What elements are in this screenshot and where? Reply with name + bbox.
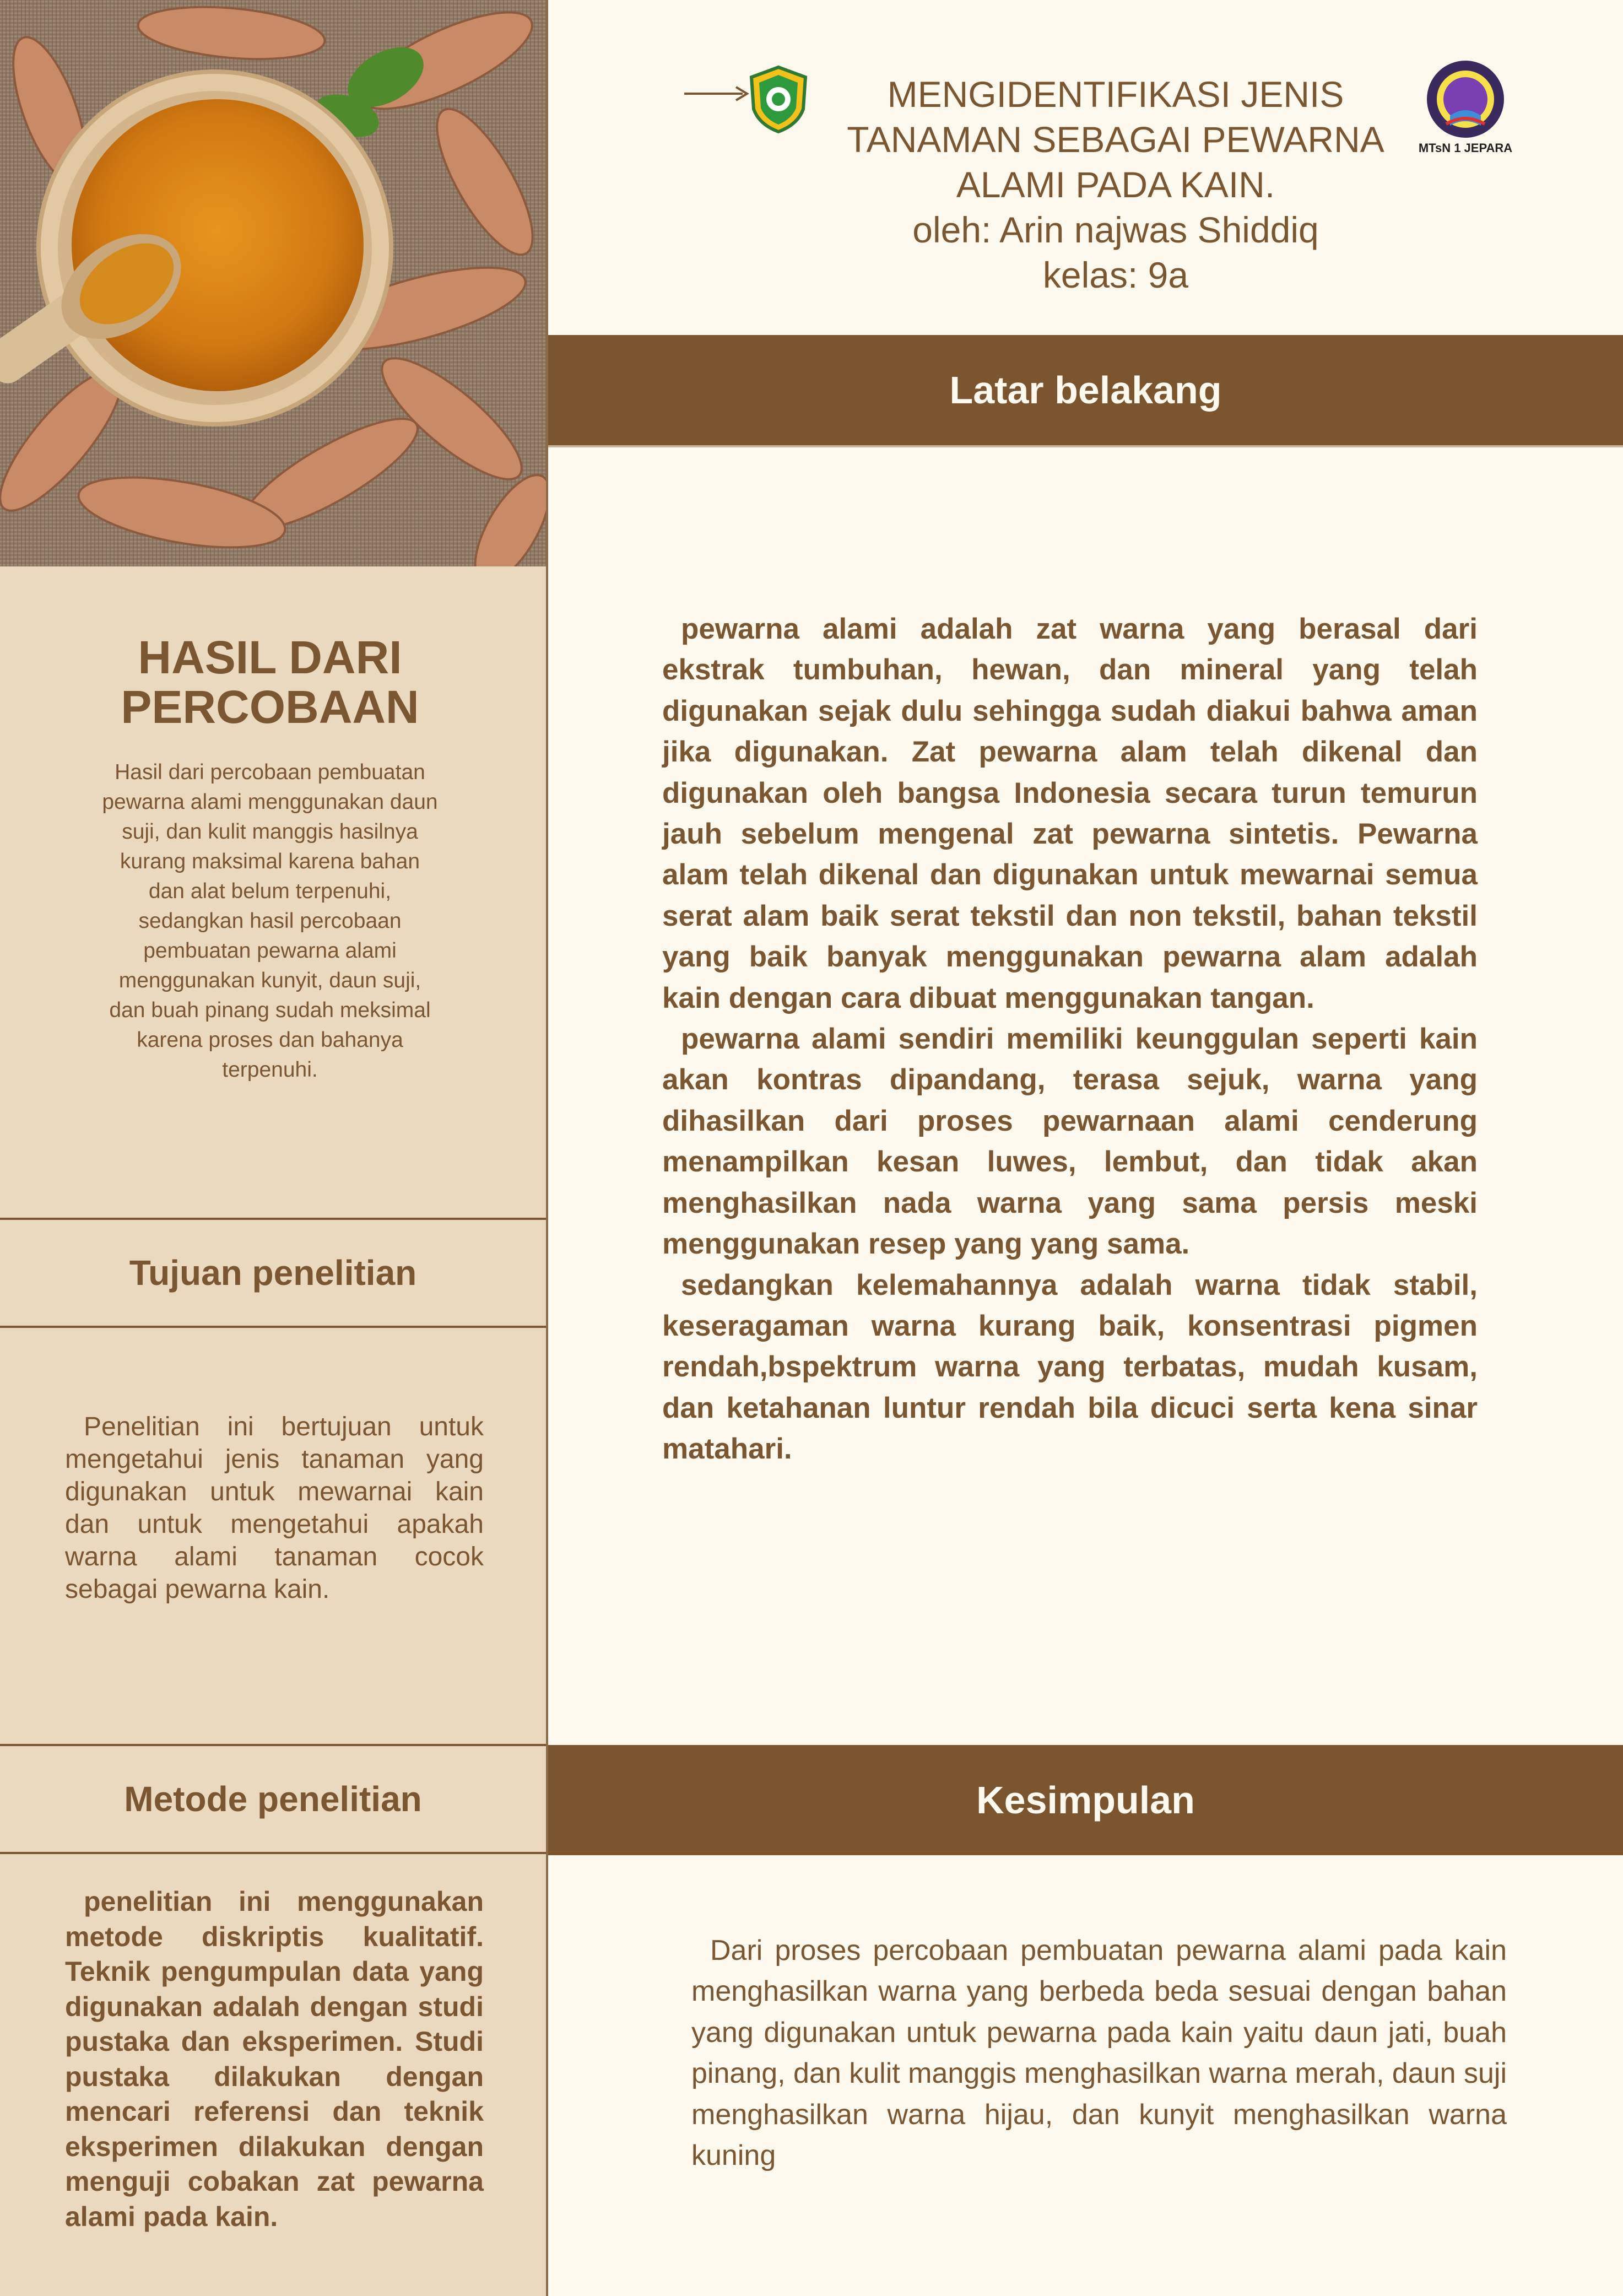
latar-text bbox=[662, 609, 1478, 1470]
latar-paragraph: pewarna alami adalah zat warna yang berasal dari ekstrak tumbuhan, hewan, dan mineral yang telah digunakan sejak dulu sehingga sudah diakui bahwa aman jika digunakan. Zat pewarna alam telah dikenal dan digunakan oleh bangsa Indonesia secara turun temurun jauh sebelum mengenal zat pewarna sintetis. Pewarna alam telah dikenal dan digunakan untuk mewarnai semua serat alam baik serat tekstil dan non tekstil, bahan tekstil yang baik banyak menggunakan pewarna alam adalah kain dengan cara dibuat menggunakan tangan. bbox=[662, 613, 1478, 1014]
latar-divider bbox=[548, 445, 1623, 447]
kesimpulan-text: Dari proses percobaan pembuatan pewarna alami pada kain menghasilkan warna yang berbeda beda sesuai dengan bahan yang digunakan untuk pewarna pada kain yaitu daun jati, buah pinang, dan kulit manggis menghasilkan warna merah, daun suji menghasilkan warna hijau, dan kunyit menghasilkan warna kuning bbox=[691, 1935, 1507, 2172]
kesimpulan-title: Kesimpulan bbox=[976, 1779, 1195, 1822]
madrasah-shield-logo bbox=[748, 65, 809, 134]
kesimpulan-header bbox=[548, 1745, 1623, 1855]
tujuan-title: Tujuan penelitian bbox=[129, 1253, 417, 1293]
tujuan-header bbox=[0, 1218, 546, 1328]
right-arrow-icon bbox=[683, 83, 749, 105]
hasil-title bbox=[66, 633, 474, 732]
title-line-1: MENGIDENTIFIKASI JENIS bbox=[887, 74, 1344, 115]
metode-header bbox=[0, 1744, 546, 1854]
hasil-title-line1: HASIL DARI bbox=[138, 631, 402, 683]
logo-right-label: MTsN 1 JEPARA bbox=[1418, 141, 1513, 155]
latar-paragraph: sedangkan kelemahannya adalah warna tidak stabil, keseragaman warna kurang baik, konsentrasi pigmen rendah,bspektrum warna yang terbatas, mudah kusam, dan ketahanan luntur rendah bila dicuci serta kena sinar matahari. bbox=[662, 1268, 1478, 1466]
title-line-2: TANAMAN SEBAGAI PEWARNA bbox=[847, 119, 1384, 160]
mtsn-1-jepara-logo bbox=[1416, 55, 1515, 165]
class-line: kelas: 9a bbox=[1042, 255, 1189, 295]
hasil-text: Hasil dari percobaan pembuatan pewarna alami menggunakan daun suji, dan kulit manggis hasilnya kurang maksimal karena bahan dan alat belum terpenuhi, sedangkan hasil percobaan pembuatan pewarna alami menggunakan kunyit, daun suji, dan buah pinang sudah meksimal karena proses dan bahanya terpenuhi. bbox=[102, 760, 438, 1082]
hasil-title-line2: PERCOBAAN bbox=[121, 681, 419, 733]
poster-title-block bbox=[810, 72, 1421, 298]
latar-paragraph: pewarna alami sendiri memiliki keunggulan seperti kain akan kontras dipandang, terasa sejuk, warna yang dihasilkan dari proses pewarnaan alami cenderung menampilkan kesan luwes, lembut, dan tidak akan menghasilkan nada warna yang sama persis meski menggunakan resep yang yang sama. bbox=[662, 1023, 1478, 1261]
tujuan-text: Penelitian ini bertujuan untuk mengetahui jenis tanaman yang digunakan untuk mewarnai kain dan untuk mengetahui apakah warna alami tanaman cocok sebagai pewarna kain. bbox=[65, 1412, 484, 1604]
turmeric-photo bbox=[0, 0, 546, 566]
latar-header bbox=[548, 335, 1623, 445]
author-line: oleh: Arin najwas Shiddiq bbox=[912, 209, 1319, 250]
metode-text: penelitian ini menggunakan metode diskriptis kualitatif. Teknik pengumpulan data yang digunakan adalah dengan studi pustaka dan eksperimen. Studi pustaka dilakukan dengan mencari referensi dan teknik eksperimen dilakukan dengan menguji cobakan zat pewarna alami pada kain. bbox=[65, 1886, 484, 2232]
latar-title: Latar belakang bbox=[949, 369, 1222, 412]
metode-title: Metode penelitian bbox=[124, 1779, 422, 1819]
title-line-3: ALAMI PADA KAIN. bbox=[956, 164, 1275, 205]
